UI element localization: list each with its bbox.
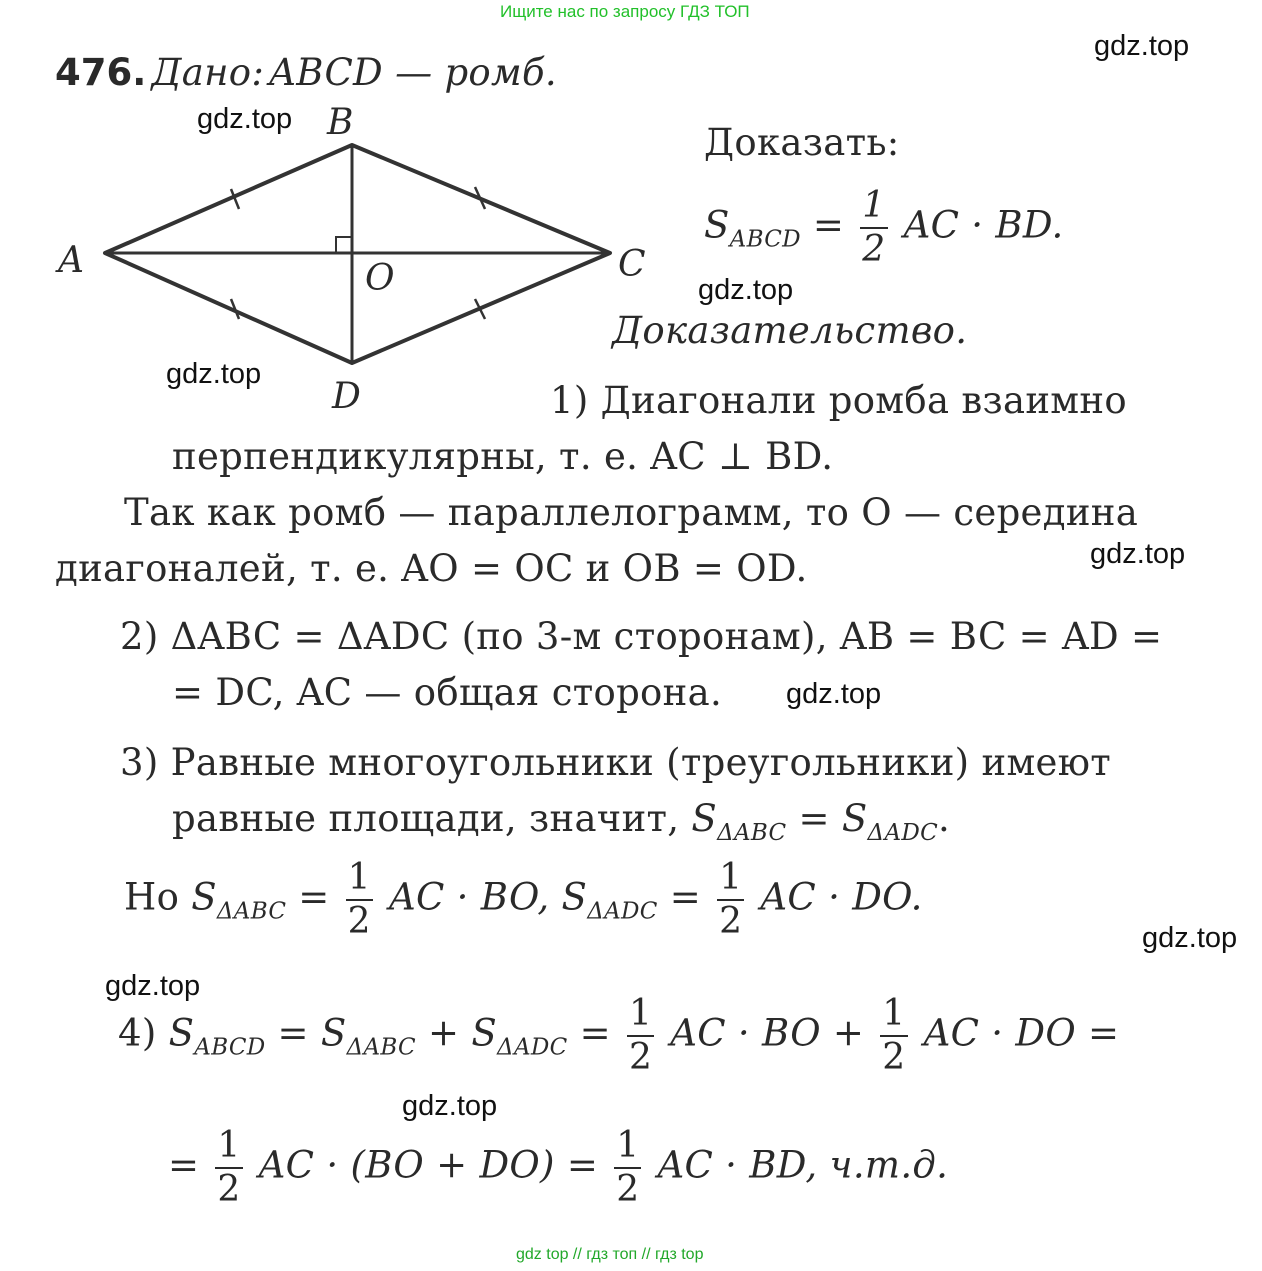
equals-sign: = xyxy=(298,875,330,919)
expr-conclusion: AC · BD, ч.т.д. xyxy=(657,1143,949,1187)
point-label-d: D xyxy=(332,376,361,417)
area-subscript: ΔADC xyxy=(867,820,938,846)
prove-label: Доказать: xyxy=(704,121,900,164)
denominator: 2 xyxy=(347,901,371,942)
plus-sign: + xyxy=(428,1011,460,1055)
period: . xyxy=(938,797,951,840)
step1-line2: перпендикулярны, т. е. AC ⊥ BD. xyxy=(172,435,834,478)
equals-sign: = xyxy=(798,797,830,840)
area-symbol: S xyxy=(561,875,588,919)
expr-sum: AC · (BO + DO) = xyxy=(258,1143,599,1187)
given-text: ABCD — ромб. xyxy=(269,51,557,94)
prove-rhs: AC · BD. xyxy=(903,203,1064,247)
area-subscript: ΔABC xyxy=(717,820,787,846)
watermark: gdz.top xyxy=(698,274,794,306)
fraction-half xyxy=(880,993,907,1078)
area-symbol: S xyxy=(704,203,730,247)
but-line xyxy=(124,857,923,942)
fraction-half xyxy=(215,1125,242,1210)
watermark: gdz.top xyxy=(1142,922,1238,954)
prove-formula xyxy=(704,185,1064,270)
step3-line2 xyxy=(172,796,950,856)
expr-ac-do: AC · DO. xyxy=(760,875,923,919)
fraction-half xyxy=(860,185,887,270)
watermark: gdz.top xyxy=(1094,30,1190,62)
watermark: gdz.top xyxy=(197,103,293,135)
area-subscript: ΔADC xyxy=(497,1034,568,1061)
top-banner: Ищите нас по запросу ГДЗ ТОП xyxy=(500,2,750,21)
watermark: gdz.top xyxy=(105,970,201,1002)
point-label-o: O xyxy=(365,258,395,299)
expr-ac-bo: AC · BO, xyxy=(388,875,550,919)
fraction-half xyxy=(346,857,373,942)
denominator: 2 xyxy=(628,1037,653,1078)
step4-number: 4) xyxy=(118,1011,157,1055)
but-word: Но xyxy=(124,875,180,919)
watermark: gdz.top xyxy=(166,358,262,390)
fraction-half xyxy=(717,857,744,942)
equals-sign: = xyxy=(277,1011,309,1055)
denominator: 2 xyxy=(217,1169,241,1210)
problem-number: 476. xyxy=(55,51,147,94)
equals-sign: = xyxy=(168,1143,200,1187)
area-symbol: S xyxy=(168,1011,195,1055)
proof-label: Доказательство. xyxy=(612,309,968,352)
problem-header xyxy=(55,50,557,96)
expr-ac-do-eq: AC · DO = xyxy=(923,1011,1120,1055)
step3-line1: 3) Равные многоугольники (треугольники) имеют xyxy=(120,741,1112,784)
step1-line1: 1) Диагонали ромба взаимно xyxy=(550,379,1127,422)
numerator: 1 xyxy=(880,996,907,1037)
point-label-a: A xyxy=(58,240,84,281)
watermark: gdz.top xyxy=(1090,538,1186,570)
area-subscript: ABCD xyxy=(729,226,801,253)
area-subscript: ΔABC xyxy=(216,898,287,925)
area-symbol: S xyxy=(320,1011,347,1055)
step4-line1 xyxy=(118,993,1120,1078)
area-symbol: S xyxy=(191,875,217,919)
watermark: gdz.top xyxy=(402,1090,498,1122)
footer-links: gdz top // гдз топ // гдз top xyxy=(516,1246,704,1263)
fraction-half xyxy=(627,993,654,1078)
equals-sign: = xyxy=(579,1011,611,1055)
area-symbol: S xyxy=(471,1011,498,1055)
equals-sign: = xyxy=(669,875,702,919)
equals-sign: = xyxy=(812,203,845,247)
point-label-c: C xyxy=(618,244,646,285)
denominator: 2 xyxy=(616,1169,640,1210)
numerator: 1 xyxy=(215,1128,242,1169)
given-label: Дано: xyxy=(151,51,265,94)
denominator: 2 xyxy=(862,229,886,270)
area-symbol: S xyxy=(691,797,718,840)
denominator: 2 xyxy=(882,1037,906,1078)
step2-line2: = DC, AC — общая сторона. xyxy=(172,671,723,714)
right-angle-mark xyxy=(336,237,352,253)
final-line xyxy=(168,1125,949,1210)
step2-line1: 2) ΔABC = ΔADC (по 3-м сторонам), AB = BC = AD = xyxy=(120,615,1163,658)
step3-text: равные площади, значит, xyxy=(172,797,680,840)
area-subscript: ΔADC xyxy=(587,898,658,925)
numerator: 1 xyxy=(346,860,373,901)
area-subscript: ABCD xyxy=(194,1034,266,1061)
step1-line3: Так как ромб — параллелограмм, то O — середина xyxy=(124,491,1139,534)
area-symbol: S xyxy=(841,797,868,840)
numerator: 1 xyxy=(717,860,744,901)
point-label-b: B xyxy=(327,102,354,143)
fraction-half xyxy=(614,1125,641,1210)
numerator: 1 xyxy=(614,1128,641,1169)
expr-ac-bo-plus: AC · BO + xyxy=(670,1011,865,1055)
denominator: 2 xyxy=(719,901,743,942)
watermark: gdz.top xyxy=(786,678,882,710)
numerator: 1 xyxy=(627,996,654,1037)
area-subscript: ΔABC xyxy=(346,1034,416,1061)
numerator: 1 xyxy=(860,188,887,229)
step1-line4: диагоналей, т. е. AO = OC и OB = OD. xyxy=(55,547,808,590)
